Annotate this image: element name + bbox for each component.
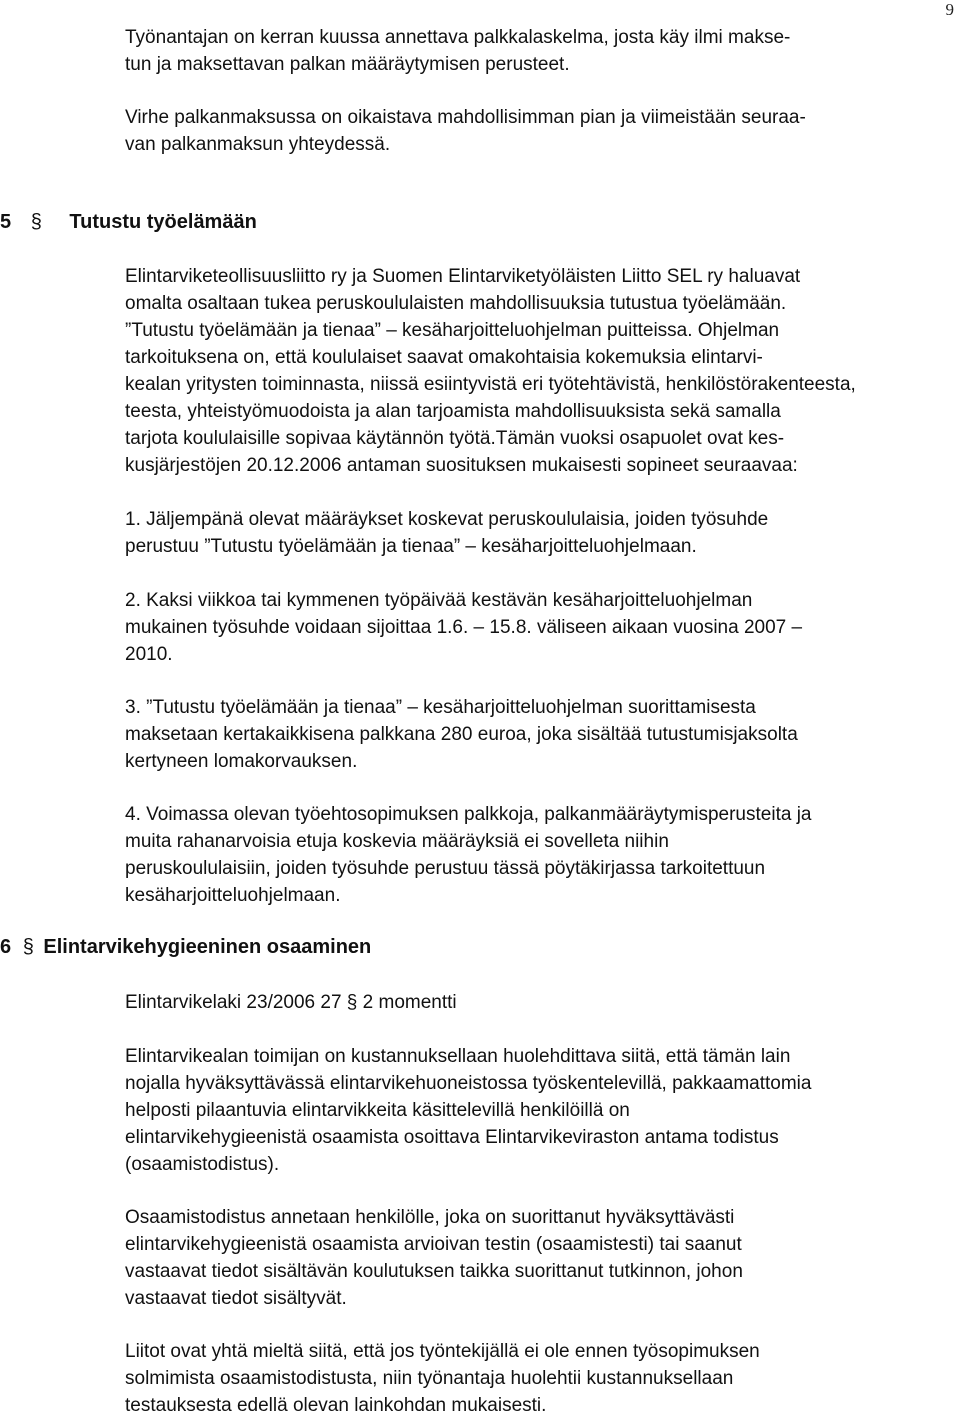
section-number: 5 xyxy=(0,211,12,233)
section-5-item-3 xyxy=(125,694,947,775)
intro-paragraph-1 xyxy=(125,24,947,78)
text-line: elintarvikehygieenistä osaamista osoittava Elintarvikeviraston antama todistus xyxy=(125,1127,779,1148)
text-line: 3. ”Tutustu työelämään ja tienaa” – kesäharjoitteluohjelman suorittamisesta xyxy=(125,697,756,718)
text-line: maksetaan kertakaikkisena palkkana 280 euroa, joka sisältää tutustumisjaksolta xyxy=(125,724,798,745)
text-line: kusjärjestöjen 20.12.2006 antaman suosituksen mukaisesti sopineet seuraavaa: xyxy=(125,455,798,476)
text-line: kesäharjoitteluohjelmaan. xyxy=(125,885,341,906)
section-6-paragraph-1 xyxy=(125,989,947,1016)
section-6-paragraph-4 xyxy=(125,1338,947,1419)
text-line: tun ja maksettavan palkan määräytymisen perusteet. xyxy=(125,54,570,75)
text-line: 4. Voimassa olevan työehtosopimuksen palkkoja, palkanmääräytymisperusteita ja xyxy=(125,804,812,825)
section-5-heading xyxy=(0,211,257,234)
text-line: perustuu ”Tutustu työelämään ja tienaa” – kesäharjoitteluohjelmaan. xyxy=(125,536,697,557)
text-line: Osaamistodistus annetaan henkilölle, joka on suorittanut hyväksyttävästi xyxy=(125,1207,735,1228)
text-line: Elintarvikealan toimijan on kustannuksellaan huolehdittava siitä, että tämän lain xyxy=(125,1046,791,1067)
section-5-item-4 xyxy=(125,801,947,909)
section-5-item-1 xyxy=(125,506,947,560)
text-line: (osaamistodistus). xyxy=(125,1154,280,1175)
section-sign: § xyxy=(22,936,34,958)
text-line: Elintarvikelaki 23/2006 27 § 2 momentti xyxy=(125,992,457,1013)
text-line: testauksesta edellä olevan lainkohdan mukaisesti. xyxy=(125,1395,547,1416)
text-line: kertyneen lomakorvauksen. xyxy=(125,751,358,772)
text-line: vastaavat tiedot sisältävän koulutuksen taikka suorittanut tutkinnon, johon xyxy=(125,1261,743,1282)
section-6-heading xyxy=(0,936,371,959)
text-line: helposti pilaantuvia elintarvikkeita käsittelevillä henkilöillä on xyxy=(125,1100,630,1121)
text-line: nojalla hyväksyttävässä elintarvikehuoneistossa työskentelevillä, pakkaamattomia xyxy=(125,1073,812,1094)
text-line: Liitot ovat yhtä mieltä siitä, että jos työntekijällä ei ole ennen työsopimuksen xyxy=(125,1341,760,1362)
text-line: muita rahanarvoisia etuja koskevia määräyksiä ei sovelleta niihin xyxy=(125,831,669,852)
intro-paragraph-2 xyxy=(125,104,947,158)
section-number: 6 xyxy=(0,936,12,958)
section-5-item-2 xyxy=(125,587,947,668)
text-line: Virhe palkanmaksussa on oikaistava mahdollisimman pian ja viimeistään seuraa- xyxy=(125,107,806,128)
text-line: 2. Kaksi viikkoa tai kymmenen työpäivää kestävän kesäharjoitteluohjelman xyxy=(125,590,753,611)
text-line: teesta, yhteistyömuodoista ja alan tarjoamista mahdollisuuksista sekä samalla xyxy=(125,401,781,422)
text-line: elintarvikehygieenistä osaamista arvioivan testin (osaamistesti) tai saanut xyxy=(125,1234,742,1255)
section-6-paragraph-2 xyxy=(125,1043,947,1178)
text-line: vastaavat tiedot sisältyvät. xyxy=(125,1288,347,1309)
section-title: Elintarvikehygieeninen osaaminen xyxy=(43,936,372,958)
text-line: tarkoituksena on, että koululaiset saavat omakohtaisia kokemuksia elintarvi- xyxy=(125,347,763,368)
section-6-paragraph-3 xyxy=(125,1204,947,1312)
text-line: mukainen työsuhde voidaan sijoittaa 1.6. – 15.8. väliseen aikaan vuosina 2007 – xyxy=(125,617,803,638)
section-sign: § xyxy=(30,211,42,233)
text-line: solmimista osaamistodistusta, niin työnantaja huolehtii kustannuksellaan xyxy=(125,1368,734,1389)
text-line: kealan yritysten toiminnasta, niissä esiintyvistä eri työtehtävistä, henkilöstörakenteesta, xyxy=(125,374,856,395)
page-number: 9 xyxy=(945,0,954,19)
text-line: ”Tutustu työelämään ja tienaa” – kesäharjoitteluohjelman puitteissa. Ohjelman xyxy=(125,320,780,341)
section-title: Tutustu työelämään xyxy=(69,211,257,233)
text-line: omalta osaltaan tukea peruskoululaisten mahdollisuuksia tutustua työelämään. xyxy=(125,293,787,314)
text-line: van palkanmaksun yhteydessä. xyxy=(125,134,391,155)
text-line: 2010. xyxy=(125,644,173,665)
text-line: peruskoululaisiin, joiden työsuhde perustuu tässä pöytäkirjassa tarkoitettuun xyxy=(125,858,766,879)
text-line: Työnantajan on kerran kuussa annettava palkkalaskelma, josta käy ilmi makse- xyxy=(125,27,791,48)
text-line: tarjota koululaisille sopivaa käytännön työtä.Tämän vuoksi osapuolet ovat kes- xyxy=(125,428,785,449)
text-line: 1. Jäljempänä olevat määräykset koskevat peruskoululaisia, joiden työsuhde xyxy=(125,509,769,530)
section-5-intro xyxy=(125,263,947,479)
text-line: Elintarviketeollisuusliitto ry ja Suomen Elintarviketyöläisten Liitto SEL ry haluavat xyxy=(125,266,801,287)
